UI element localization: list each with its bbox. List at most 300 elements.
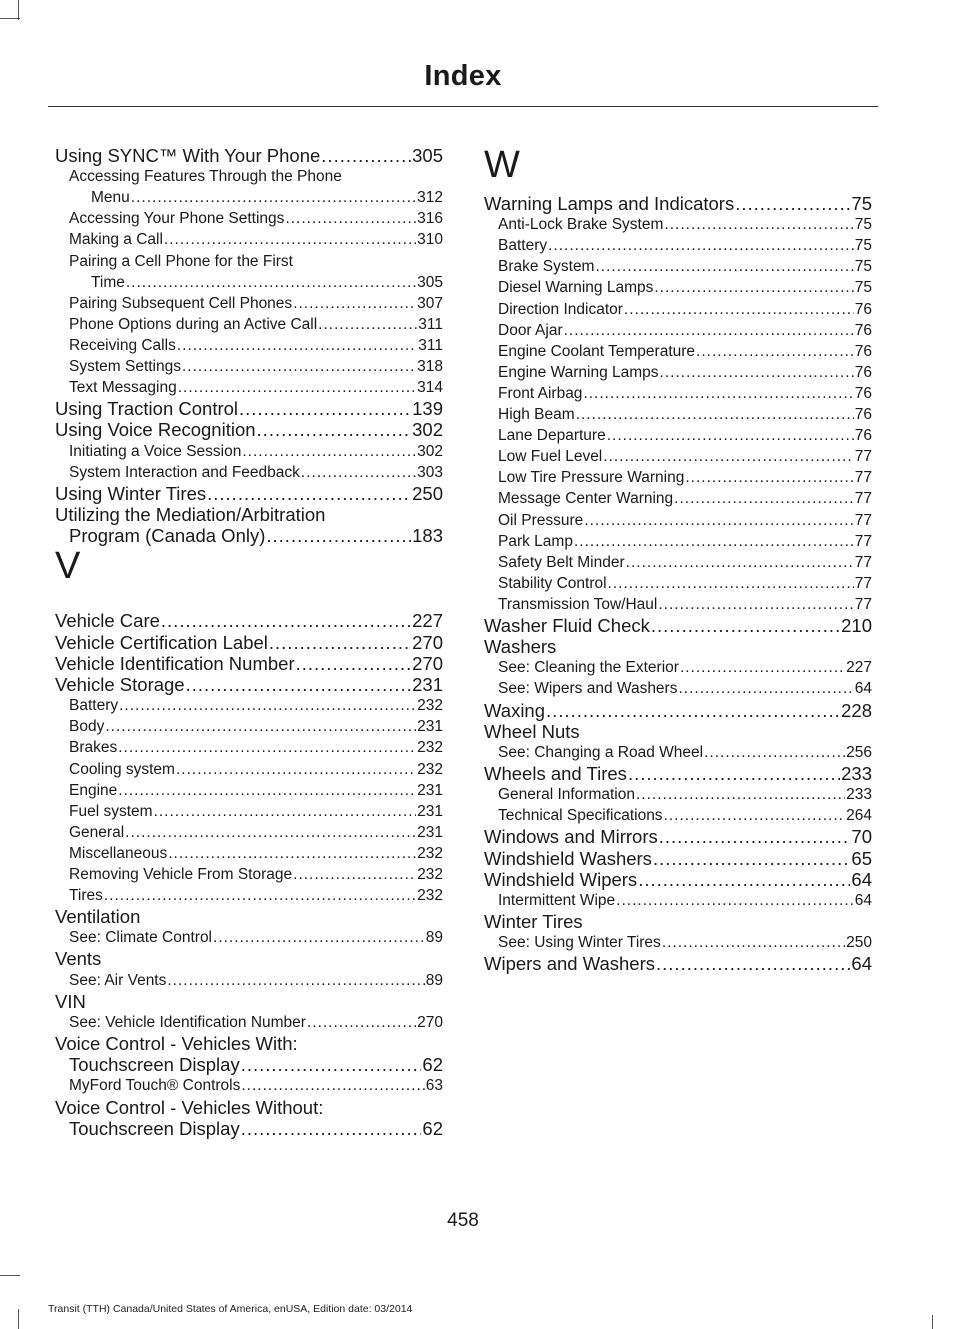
dot-leader (318, 314, 417, 335)
dot-leader (164, 229, 416, 250)
entry-label: High Beam (498, 406, 575, 424)
index-entry[interactable] (55, 864, 443, 885)
dot-leader (177, 335, 417, 356)
index-heading: Wheel Nuts (484, 720, 580, 742)
dot-leader (654, 277, 853, 298)
index-heading: Vents (55, 948, 102, 970)
index-entry[interactable] (55, 653, 443, 674)
entry-label: Vehicle Certification Label (55, 631, 268, 653)
entry-page-number: 311 (418, 315, 443, 333)
index-entry[interactable] (55, 716, 443, 737)
crop-mark (0, 18, 20, 19)
index-entry[interactable] (484, 552, 872, 573)
dot-leader (176, 759, 416, 780)
entry-label: Battery (498, 237, 548, 255)
entry-label: See: Wipers and Washers (498, 680, 678, 698)
entry-page-number: 270 (412, 652, 443, 674)
dot-leader (608, 573, 854, 594)
crop-mark (932, 1315, 933, 1329)
entry-page-number: 228 (841, 699, 872, 721)
index-entry[interactable] (55, 356, 443, 377)
dot-leader (105, 716, 416, 737)
dot-leader (257, 419, 412, 440)
index-entry[interactable] (55, 843, 443, 864)
dot-leader (167, 970, 424, 991)
index-entry[interactable] (484, 299, 872, 320)
index-heading: Voice Control - Vehicles Without: (55, 1096, 324, 1118)
dot-leader (546, 700, 840, 721)
crop-mark (18, 1309, 19, 1329)
entry-label: Receiving Calls (69, 336, 176, 354)
index-entry[interactable] (55, 737, 443, 758)
entry-label: Waxing (484, 699, 546, 721)
dot-leader (658, 594, 853, 615)
dot-leader (564, 320, 854, 341)
entry-page-number: 77 (854, 448, 872, 466)
dot-leader (548, 235, 854, 256)
entry-label: Tires (69, 887, 103, 905)
entry-page-number: 232 (417, 697, 443, 715)
index-entry[interactable] (55, 441, 443, 462)
index-entry[interactable] (55, 187, 443, 208)
entry-label: Vehicle Storage (55, 674, 185, 696)
dot-leader (624, 299, 854, 320)
index-entry[interactable] (484, 678, 872, 699)
dot-leader (651, 615, 840, 636)
dot-leader (301, 462, 416, 483)
index-entry[interactable] (55, 632, 443, 653)
entry-label: Intermittent Wipe (498, 892, 616, 910)
footer-edition: Transit (TTH) Canada/United States of America, enUSA, Edition date: 03/2014 (48, 1303, 413, 1315)
entry-label: See: Air Vents (69, 971, 167, 989)
index-entry[interactable] (55, 1012, 443, 1033)
index-entry[interactable] (484, 446, 872, 467)
dot-leader (583, 383, 853, 404)
entry-label: Initiating a Voice Session (69, 442, 242, 460)
entry-page-number: 233 (846, 786, 872, 804)
index-entry[interactable] (55, 293, 443, 314)
index-heading: Ventilation (55, 906, 141, 928)
dot-leader (704, 742, 845, 763)
entry-page-number: 310 (417, 231, 443, 249)
entry-label: System Settings (69, 358, 181, 376)
index-entry[interactable] (55, 927, 443, 948)
index-entry[interactable] (55, 272, 443, 293)
dot-leader (241, 1054, 422, 1075)
index-entry[interactable] (484, 277, 872, 298)
entry-page-number: 77 (854, 553, 872, 571)
index-entry[interactable] (484, 805, 872, 826)
entry-label: Touchscreen Display (69, 1117, 240, 1139)
entry-label: General (69, 823, 125, 841)
entry-label: Windows and Mirrors (484, 826, 658, 848)
index-entry[interactable] (484, 615, 872, 636)
header-rule (48, 106, 878, 107)
entry-page-number: 227 (412, 610, 443, 632)
dot-leader (178, 377, 416, 398)
index-entry[interactable] (484, 510, 872, 531)
entry-label: Accessing Your Phone Settings (69, 210, 285, 228)
dot-leader (662, 932, 845, 953)
section-letter: W (484, 144, 520, 186)
entry-label: Battery (69, 697, 119, 715)
entry-page-number: 77 (854, 511, 872, 529)
crop-mark (18, 0, 19, 20)
entry-label: See: Cleaning the Exterior (498, 659, 679, 677)
entry-label: Message Center Warning (498, 490, 674, 508)
index-entry[interactable] (484, 890, 872, 911)
entry-page-number: 75 (854, 216, 872, 234)
dot-leader (213, 927, 425, 948)
entry-label: Oil Pressure (498, 511, 584, 529)
dot-leader (735, 193, 850, 214)
dot-leader (241, 1075, 424, 1096)
index-heading: Winter Tires (484, 911, 583, 933)
entry-label: Vehicle Identification Number (55, 652, 295, 674)
index-entry[interactable] (484, 953, 872, 974)
entry-page-number: 76 (854, 427, 872, 445)
entry-page-number: 64 (854, 892, 872, 910)
entry-page-number: 75 (854, 237, 872, 255)
entry-page-number: 302 (417, 442, 443, 460)
index-entry[interactable] (55, 208, 443, 229)
entry-page-number: 62 (422, 1117, 443, 1139)
entry-label: Text Messaging (69, 379, 177, 397)
index-entry[interactable] (55, 801, 443, 822)
entry-page-number: 231 (417, 802, 443, 820)
crop-mark (0, 1275, 20, 1276)
entry-label: Touchscreen Display (69, 1054, 240, 1076)
entry-label: Park Lamp (498, 532, 573, 550)
index-entry[interactable] (484, 341, 872, 362)
entry-label: Removing Vehicle From Storage (69, 866, 293, 883)
index-entry[interactable] (55, 970, 443, 991)
entry-label: Using Winter Tires (55, 482, 207, 504)
entry-label: See: Using Winter Tires (498, 934, 661, 952)
entry-page-number: 210 (841, 614, 872, 636)
index-entry[interactable] (484, 869, 872, 890)
index-entry[interactable] (55, 462, 443, 483)
dot-leader (154, 801, 417, 822)
index-entry[interactable] (484, 763, 872, 784)
entry-page-number: 76 (854, 321, 872, 339)
entry-label: Diesel Warning Lamps (498, 279, 654, 297)
dot-leader (182, 356, 416, 377)
index-entry[interactable] (484, 383, 872, 404)
dot-leader (321, 145, 411, 166)
dot-leader (126, 272, 416, 293)
index-entry[interactable] (55, 525, 443, 546)
dot-leader (659, 826, 851, 847)
index-entry[interactable] (484, 362, 872, 383)
entry-label: Brake System (498, 258, 595, 276)
section-letter: V (55, 545, 81, 588)
dot-leader (660, 362, 854, 383)
index-entry[interactable] (55, 674, 443, 695)
entry-label: Engine Coolant Temperature (498, 342, 696, 360)
dot-leader (125, 822, 416, 843)
entry-page-number: 183 (412, 525, 443, 547)
entry-label: Program (Canada Only) (69, 525, 266, 547)
entry-page-number: 89 (425, 971, 443, 989)
entry-label: Vehicle Care (55, 610, 160, 632)
index-entry[interactable] (55, 377, 443, 398)
index-entry[interactable] (55, 335, 443, 356)
entry-page-number: 76 (854, 342, 872, 360)
dot-leader (207, 483, 411, 504)
index-entry[interactable] (484, 594, 872, 615)
dot-leader (636, 784, 845, 805)
entry-page-number: 76 (854, 406, 872, 424)
dot-leader (296, 653, 412, 674)
dot-leader (576, 404, 854, 425)
index-entry[interactable] (484, 320, 872, 341)
entry-page-number: 312 (417, 189, 443, 207)
index-entry[interactable] (484, 826, 872, 847)
index-entry[interactable] (484, 848, 872, 869)
entry-page-number: 231 (417, 781, 443, 799)
entry-page-number: 231 (412, 674, 443, 696)
index-entry[interactable] (55, 419, 443, 440)
entry-page-number: 63 (425, 1077, 443, 1095)
index-entry[interactable] (55, 483, 443, 504)
index-entry[interactable] (484, 784, 872, 805)
entry-page-number: 264 (846, 807, 872, 825)
entry-page-number: 231 (417, 718, 443, 736)
dot-leader (628, 763, 840, 784)
entry-page-number: 75 (854, 258, 872, 276)
index-entry[interactable] (55, 229, 443, 250)
entry-label: Time (91, 273, 125, 291)
entry-page-number: 233 (841, 763, 872, 785)
entry-label: See: Vehicle Identification Number (69, 1013, 306, 1031)
index-entry[interactable] (484, 531, 872, 552)
index-heading: Washers (484, 636, 557, 658)
entry-label: Technical Specifications (498, 807, 663, 825)
entry-label: Using Traction Control (55, 398, 239, 420)
entry-label: Cooling system (69, 760, 175, 778)
dot-leader (131, 187, 416, 208)
entry-label: MyFord Touch® Controls (69, 1077, 241, 1095)
index-entry[interactable] (55, 780, 443, 801)
index-entry[interactable] (484, 256, 872, 277)
entry-page-number: 76 (854, 300, 872, 318)
entry-page-number: 303 (417, 463, 443, 481)
index-entry[interactable] (55, 759, 443, 780)
index-entry[interactable] (55, 145, 443, 166)
entry-page-number: 227 (846, 659, 872, 677)
entry-page-number: 77 (854, 574, 872, 592)
entry-label: Body (69, 718, 105, 736)
index-column-right (484, 145, 872, 975)
entry-label: Wipers and Washers (484, 953, 656, 975)
entry-label: Front Airbag (498, 384, 583, 402)
entry-label: General Information (498, 786, 635, 804)
index-entry[interactable] (55, 314, 443, 335)
index-entry[interactable] (484, 742, 872, 763)
entry-page-number: 305 (412, 145, 443, 166)
entry-page-number: 318 (417, 358, 443, 376)
dot-leader (266, 525, 411, 546)
entry-label: Low Fuel Level (498, 448, 603, 466)
entry-label: See: Changing a Road Wheel (498, 743, 704, 761)
index-entry[interactable] (484, 657, 872, 678)
dot-leader (696, 341, 854, 362)
entry-page-number: 75 (854, 279, 872, 297)
entry-page-number: 139 (412, 398, 443, 420)
page-number: 458 (447, 1210, 479, 1231)
dot-leader (118, 780, 416, 801)
entry-label: Transmission Tow/Haul (498, 595, 658, 613)
entry-label: Direction Indicator (498, 300, 623, 318)
dot-leader (104, 885, 416, 906)
entry-page-number: 232 (417, 844, 443, 862)
index-entry[interactable] (55, 1075, 443, 1096)
dot-leader (293, 864, 416, 885)
entry-page-number: 64 (851, 868, 872, 890)
entry-page-number: 232 (417, 739, 443, 757)
index-entry[interactable] (55, 1118, 443, 1139)
entry-label: Anti-Lock Brake System (498, 216, 664, 234)
dot-leader (186, 674, 412, 695)
entry-page-number: 77 (854, 469, 872, 487)
index-entry[interactable] (484, 932, 872, 953)
entry-page-number: 316 (417, 210, 443, 228)
index-entry[interactable] (55, 610, 443, 631)
dot-leader (653, 848, 850, 869)
dot-leader (603, 446, 853, 467)
index-heading: Utilizing the Mediation/Arbitration (55, 504, 326, 526)
index-heading: Accessing Features Through the Phone (69, 168, 342, 186)
entry-label: Lane Departure (498, 427, 606, 445)
dot-leader (680, 657, 845, 678)
entry-page-number: 65 (851, 847, 872, 869)
dot-leader (678, 678, 853, 699)
entry-page-number: 314 (417, 379, 443, 397)
entry-label: Warning Lamps and Indicators (484, 193, 735, 214)
index-entry[interactable] (55, 398, 443, 419)
dot-leader (664, 214, 853, 235)
dot-leader (242, 441, 416, 462)
dot-leader (584, 510, 853, 531)
dot-leader (239, 398, 411, 419)
entry-page-number: 77 (854, 595, 872, 613)
dot-leader (119, 695, 416, 716)
index-entry[interactable] (484, 404, 872, 425)
entry-label: Using Voice Recognition (55, 419, 256, 441)
dot-leader (574, 531, 854, 552)
dot-leader (241, 1118, 422, 1139)
dot-leader (595, 256, 853, 277)
dot-leader (293, 293, 416, 314)
entry-page-number: 302 (412, 419, 443, 441)
entry-label: Wheels and Tires (484, 763, 627, 785)
entry-page-number: 270 (412, 631, 443, 653)
dot-leader (285, 208, 416, 229)
entry-label: Washer Fluid Check (484, 614, 650, 636)
entry-label: Stability Control (498, 574, 607, 592)
dot-leader (638, 869, 850, 890)
entry-label: Engine Warning Lamps (498, 363, 659, 381)
dot-leader (626, 552, 854, 573)
entry-page-number: 89 (425, 929, 443, 947)
index-column-left (55, 145, 443, 1139)
entry-label: Fuel system (69, 802, 153, 820)
entry-page-number: 77 (854, 532, 872, 550)
entry-page-number: 76 (854, 384, 872, 402)
index-heading: Pairing a Cell Phone for the First (69, 252, 293, 270)
index-entry[interactable] (55, 1054, 443, 1075)
entry-page-number: 250 (846, 934, 872, 952)
entry-label: Brakes (69, 739, 118, 757)
index-entry[interactable] (55, 822, 443, 843)
entry-label: System Interaction and Feedback (69, 463, 300, 481)
entry-page-number: 64 (851, 953, 872, 975)
entry-page-number: 62 (422, 1054, 443, 1076)
dot-leader (168, 843, 416, 864)
index-entry[interactable] (484, 467, 872, 488)
entry-page-number: 77 (854, 490, 872, 508)
entry-label: Pairing Subsequent Cell Phones (69, 294, 293, 312)
entry-label: Door Ajar (498, 321, 563, 339)
entry-label: Phone Options during an Active Call (69, 315, 318, 333)
entry-page-number: 256 (846, 743, 872, 761)
dot-leader (664, 805, 846, 826)
entry-page-number: 70 (851, 826, 872, 848)
entry-page-number: 232 (417, 866, 443, 883)
dot-leader (269, 632, 411, 653)
dot-leader (307, 1012, 416, 1033)
index-entry[interactable] (484, 488, 872, 509)
dot-leader (118, 737, 416, 758)
index-entry[interactable] (55, 885, 443, 906)
entry-page-number: 75 (851, 193, 872, 214)
entry-label: Making a Call (69, 231, 163, 249)
index-heading: Voice Control - Vehicles With: (55, 1033, 298, 1055)
entry-page-number: 307 (417, 294, 443, 312)
dot-leader (161, 610, 411, 631)
index-entry[interactable] (484, 193, 872, 214)
dot-leader (674, 488, 854, 509)
index-entry[interactable] (484, 235, 872, 256)
index-entry[interactable] (484, 700, 872, 721)
entry-label: Menu (91, 189, 130, 207)
entry-page-number: 232 (417, 887, 443, 905)
dot-leader (607, 425, 854, 446)
entry-page-number: 270 (417, 1013, 443, 1031)
index-entry[interactable] (55, 695, 443, 716)
dot-leader (616, 890, 854, 911)
entry-page-number: 305 (417, 273, 443, 291)
dot-leader (656, 953, 850, 974)
entry-label: Engine (69, 781, 118, 799)
index-entry[interactable] (484, 214, 872, 235)
entry-label: Low Tire Pressure Warning (498, 469, 685, 487)
page-title: Index (424, 60, 502, 92)
entry-page-number: 232 (417, 760, 443, 778)
entry-page-number: 76 (854, 363, 872, 381)
index-entry[interactable] (484, 573, 872, 594)
index-heading: VIN (55, 990, 86, 1012)
entry-page-number: 311 (418, 336, 443, 354)
index-entry[interactable] (484, 425, 872, 446)
entry-label: Windshield Wipers (484, 868, 638, 890)
entry-page-number: 250 (412, 482, 443, 504)
entry-label: See: Climate Control (69, 929, 213, 947)
entry-page-number: 231 (417, 823, 443, 841)
dot-leader (685, 467, 853, 488)
entry-page-number: 64 (854, 680, 872, 698)
